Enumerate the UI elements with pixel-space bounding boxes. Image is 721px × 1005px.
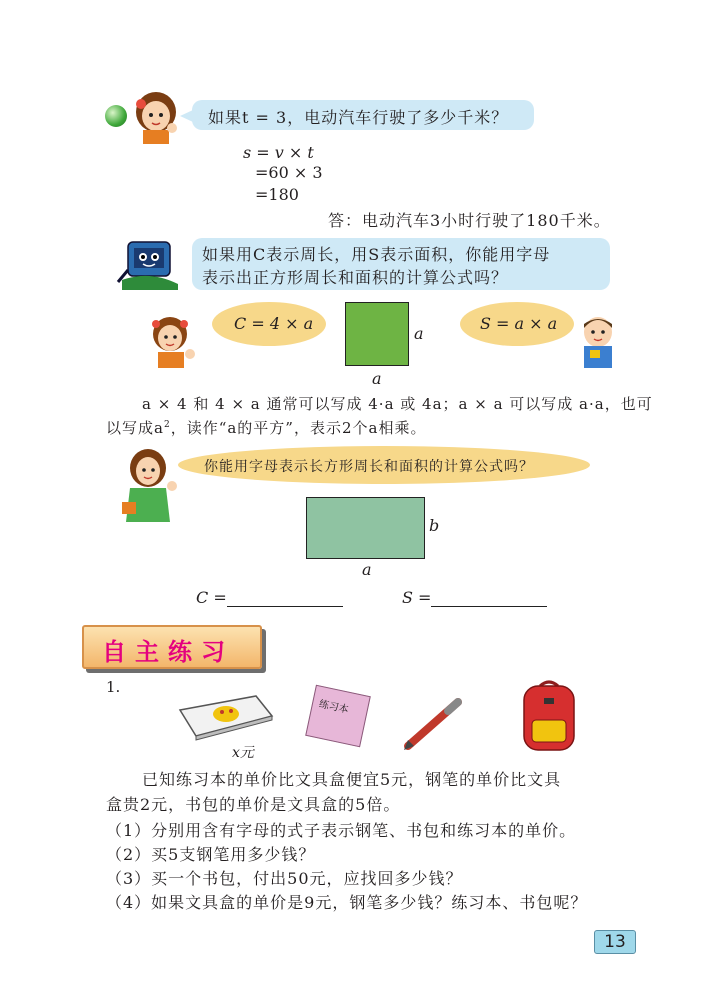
girl-character-icon xyxy=(126,86,188,144)
perimeter-formula: C = 4 × a xyxy=(234,314,314,333)
area-blank-row xyxy=(402,588,547,607)
fountain-pen-icon xyxy=(402,696,464,752)
exercise-question-4: （4）如果文具盒的单价是9元，钢笔多少钱？练习本、书包呢？ xyxy=(106,893,588,912)
notebook-icon xyxy=(305,685,371,748)
exercise-desc-line-1: 已知练习本的单价比文具盒便宜5元，钢笔的单价比文具 xyxy=(142,770,562,789)
area-blank[interactable] xyxy=(431,588,547,607)
section-title: 自主练习 xyxy=(102,638,234,666)
section-banner xyxy=(82,625,262,669)
backpack-icon xyxy=(518,680,580,752)
robot-bubble xyxy=(192,238,610,290)
calc-line-2: =60 × 3 xyxy=(255,163,323,182)
calc-line-3: =180 xyxy=(255,185,299,204)
square-side-label: a xyxy=(414,324,424,343)
robot-prompt-line-2: 表示出正方形周长和面积的计算公式吗？ xyxy=(202,268,509,287)
area-bubble xyxy=(460,302,574,346)
question-text: 如果t = 3，电动汽车行驶了多少千米？ xyxy=(208,108,509,127)
perimeter-blank-label: C = xyxy=(196,588,227,607)
superscript-2: 2 xyxy=(163,420,171,430)
page-number: 13 xyxy=(594,930,636,954)
exercise-desc-line-2: 盒贵2元，书包的单价是文具盒的5倍。 xyxy=(106,795,401,814)
area-formula: S = a × a xyxy=(480,314,558,333)
square-bottom-label: a xyxy=(372,369,382,388)
perimeter-blank-row xyxy=(196,588,343,607)
area-blank-label: S = xyxy=(402,588,432,607)
green-bullet-icon xyxy=(105,105,127,127)
perimeter-bubble xyxy=(212,302,326,346)
exercise-question-1: （1）分别用含有字母的式子表示钢笔、书包和练习本的单价。 xyxy=(106,821,577,840)
notation-line-2-pre: 以写成a xyxy=(106,419,164,437)
boy-character-icon xyxy=(576,314,620,368)
rectangle-bottom-label: a xyxy=(362,560,372,579)
rectangle-shape xyxy=(306,497,425,559)
exercise-question-3: （3）买一个书包，付出50元，应找回多少钱？ xyxy=(106,869,463,888)
exercise-number: 1. xyxy=(106,678,121,696)
rectangle-prompt-text: 你能用字母表示长方形周长和面积的计算公式吗？ xyxy=(204,459,534,475)
exercise-question-2: （2）买5支钢笔用多少钱？ xyxy=(106,845,316,864)
teacher-character-icon xyxy=(120,446,182,522)
square-shape xyxy=(345,302,409,366)
perimeter-blank[interactable] xyxy=(227,588,343,607)
girl-character-2-icon xyxy=(146,312,202,368)
notation-line-2-post: ，读作“a的平方”，表示2个a相乘。 xyxy=(170,419,427,437)
robot-computer-icon xyxy=(116,240,184,292)
question-bubble xyxy=(192,100,534,130)
notation-line-1: a × 4 和 4 × a 通常可以写成 4·a 或 4a；a × a 可以写成 a·a，也可 xyxy=(142,395,653,413)
pencil-case-price-label: x元 xyxy=(232,745,254,761)
pencil-case-icon xyxy=(176,692,276,742)
answer-text: 答：电动汽车3小时行驶了180千米。 xyxy=(328,211,611,230)
notation-line-2 xyxy=(106,417,426,438)
robot-prompt-line-1: 如果用C表示周长，用S表示面积，你能用字母 xyxy=(202,245,551,264)
rectangle-side-label: b xyxy=(429,516,440,535)
notebook-cover-label: 练习本 xyxy=(317,698,350,716)
rectangle-prompt-bubble xyxy=(178,446,590,484)
calc-line-1: s = v × t xyxy=(243,143,314,162)
